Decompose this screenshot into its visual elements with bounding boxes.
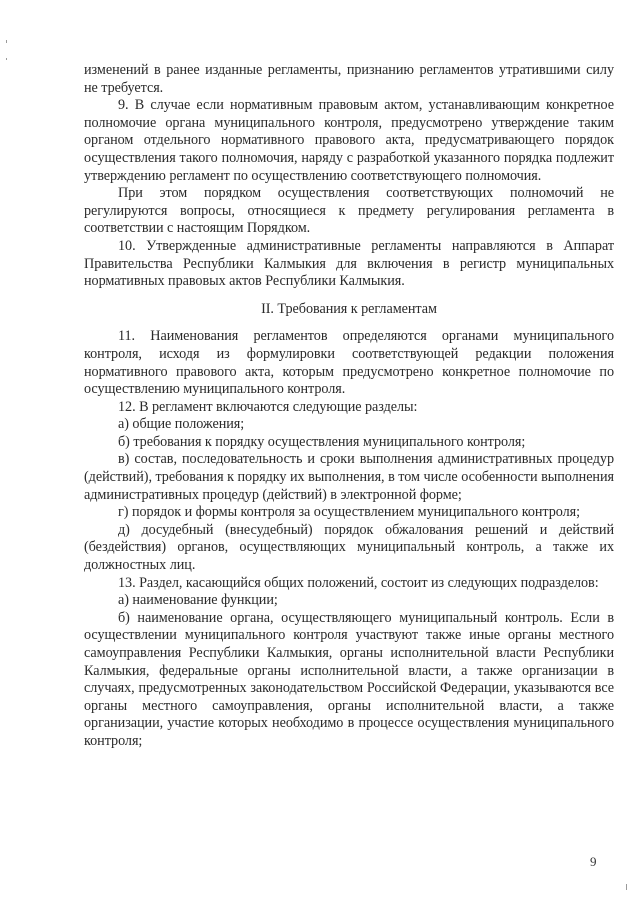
paragraph-item-9: 9. В случае если нормативным правовым актом, устанавливающим конкретное полномочие органа муниципального контроля, предусмотрено утверждение таким органом отдельного нормативного правового акта, предусматривающего порядок осуществления такого полномочия, наряду с разработкой указанного порядка подлежит утверждению регламент по осуществлению соответствующего полномочия.: [84, 97, 614, 184]
list-item-12-d: д) досудебный (внесудебный) порядок обжалования решений и действий (бездействия) органов, осуществляющих муниципальный контроль, а также их должностных лиц.: [84, 521, 614, 574]
list-item-13-b: б) наименование органа, осуществляющего муниципальный контроль. Если в осуществлении муниципального контроля участвуют также иные органы местного самоуправления Республики Калмыкия, органы исполнительной власти Республики Калмыкия, федеральные органы исполнительной власти, а также организации в случаях, предусмотренных законодательством Российской Федерации, указываются все органы местного самоуправления, органы исполнительной власти, а также организации, участие которых необходимо в процессе осуществления муниципального контроля;: [84, 609, 614, 749]
section-heading: II. Требования к регламентам: [261, 300, 437, 317]
list-item-12-b: б) требования к порядку осуществления муниципального контроля;: [118, 433, 526, 450]
list-item-12-a: а) общие положения;: [118, 416, 245, 433]
paragraph-item-13: 13. Раздел, касающийся общих положений, состоит из следующих подразделов:: [118, 574, 599, 591]
document-body: [84, 62, 614, 751]
paragraph-continuation: изменений в ранее изданные регламенты, признанию регламентов утратившими силу не требуется.: [84, 62, 614, 96]
list-item-12-v: в) состав, последовательность и сроки выполнения административных процедур (действий), требования к порядку их выполнения, в том числе особенности выполнения административных процедур (действий) в электронной форме;: [84, 451, 614, 503]
list-item-13-a: а) наименование функции;: [118, 592, 278, 609]
scan-artifact-mark: [6, 58, 7, 60]
list-item-12-g: г) порядок и формы контроля за осуществлением муниципального контроля;: [118, 504, 581, 521]
paragraph-item-10: 10. Утвержденные административные регламенты направляются в Аппарат Правительства Республики Калмыкия для включения в регистр муниципальных нормативных правовых актов Республики Калмыкия.: [84, 237, 614, 290]
paragraph-item-11: 11. Наименования регламентов определяются органами муниципального контроля, исходя из формулировки соответствующей редакции положения нормативного правового акта, которым предусмотрено конкретное полномочие по осуществлению муниципального контроля.: [84, 328, 614, 398]
paragraph-item-9-note: При этом порядком осуществления соответствующих полномочий не регулируются вопросы, относящиеся к предмету регулирования регламента в соответствии с настоящим Порядком.: [84, 185, 614, 237]
scan-artifact-mark: [6, 40, 7, 43]
paragraph-item-12: 12. В регламент включаются следующие разделы:: [118, 398, 418, 415]
page-number: 9: [590, 854, 597, 869]
scan-artifact-mark: [626, 884, 627, 890]
